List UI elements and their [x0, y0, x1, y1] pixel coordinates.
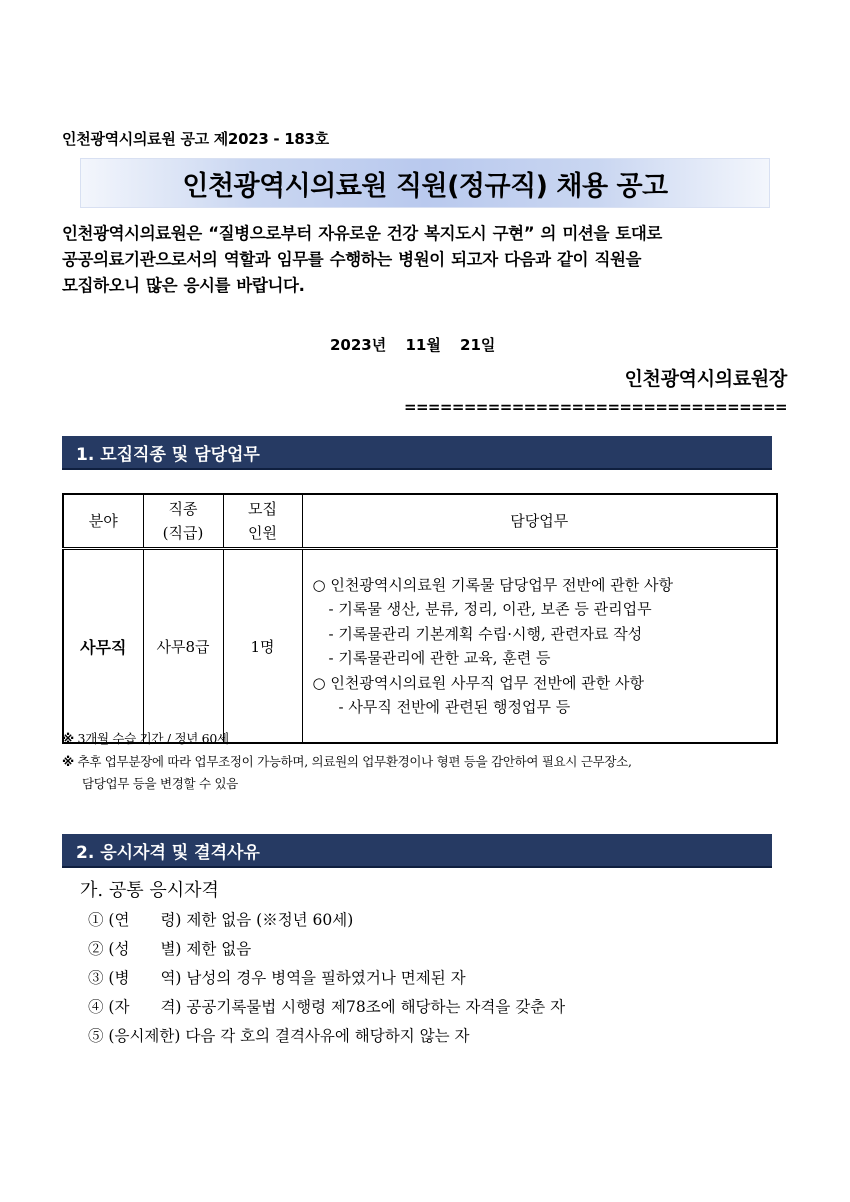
intro-paragraph — [62, 221, 792, 299]
note-reassignment — [62, 751, 632, 773]
section-1-header — [62, 436, 772, 470]
list-item: ④ (자 격) 공공기록물법 시행령 제78조에 해당하는 자격을 갖춘 자 — [88, 998, 566, 1016]
intro-line: 인천광역시의료원은 “질병으로부터 자유로운 건강 복지도시 구현” 의 미션을 토대로 — [62, 224, 662, 243]
cell-job: 사무8급 — [143, 549, 223, 744]
table-header-row — [63, 494, 777, 549]
duty-subitem: - 기록물관리 기본계획 수립·시행, 관련자료 작성 — [328, 624, 643, 643]
list-item: ① (연 령) 제한 없음 (※정년 60세) — [88, 911, 354, 929]
table-row — [63, 549, 777, 744]
header-job-line2: (직급) — [162, 524, 204, 542]
note-text: 추후 업무분장에 따라 업무조정이 가능하며, 의료원의 업무환경이나 형편 등을 감안하여 필요시 근무장소, — [77, 754, 632, 769]
section-2-title: 2. 응시자격 및 결격사유 — [76, 842, 260, 863]
duty-subitem: - 기록물관리에 관한 교육, 훈련 등 — [328, 649, 551, 667]
notice-number: 인천광역시의료원 공고 제2023 - 183호 — [62, 130, 329, 148]
header-duties: 담당업무 — [302, 494, 777, 549]
cell-field: 사무직 — [63, 549, 143, 744]
note-mark: ※ — [62, 754, 74, 769]
qualification-list — [88, 906, 565, 1051]
intro-line: 공공의료기관으로서의 역할과 임무를 수행하는 병원이 되고자 다음과 같이 직원을 — [62, 250, 642, 269]
job-duty-table — [62, 493, 778, 744]
cell-duties — [302, 549, 777, 744]
announcement-date: 2023년 11월 21일 — [330, 336, 496, 354]
note-text: 3개월 수습 기간 / 정년 60세 — [77, 731, 229, 746]
list-item: ⑤ (응시제한) 다음 각 호의 결격사유에 해당하지 않는 자 — [88, 1027, 470, 1045]
director-signature: 인천광역시의료원장 — [624, 368, 787, 390]
duty-subitem: - 기록물 생산, 분류, 정리, 이관, 보존 등 관리업무 — [328, 600, 652, 618]
header-job-line1: 직종 — [168, 500, 198, 518]
header-count-line1: 모집 — [248, 500, 277, 518]
duty-item: ○ 인천광역시의료원 기록물 담당업무 전반에 관한 사항 — [312, 575, 673, 594]
page-title: 인천광역시의료원 직원(정규직) 채용 공고 — [182, 170, 668, 202]
list-item: ③ (병 역) 남성의 경우 병역을 필하였거나 면제된 자 — [88, 969, 466, 987]
cell-count: 1명 — [223, 549, 302, 744]
section-1-title: 1. 모집직종 및 담당업무 — [76, 444, 260, 465]
note-probation — [62, 728, 229, 750]
title-banner — [80, 158, 770, 208]
section-2-header — [62, 834, 772, 868]
header-count-line2: 인원 — [248, 524, 277, 542]
separator-line: ================================ — [404, 398, 787, 416]
common-qualifications-title: 가. 공통 응시자격 — [80, 880, 219, 901]
duty-subitem: - 사무직 전반에 관련된 행정업무 등 — [338, 698, 571, 716]
header-job — [143, 494, 223, 549]
note-reassignment-cont: 담당업무 등을 변경할 수 있음 — [82, 776, 238, 791]
header-count — [223, 494, 302, 549]
intro-line: 모집하오니 많은 응시를 바랍니다. — [62, 276, 305, 295]
note-mark: ※ — [62, 731, 74, 746]
list-item: ② (성 별) 제한 없음 — [88, 940, 252, 958]
duty-item: ○ 인천광역시의료원 사무직 업무 전반에 관한 사항 — [312, 673, 644, 692]
header-field: 분야 — [63, 494, 143, 549]
